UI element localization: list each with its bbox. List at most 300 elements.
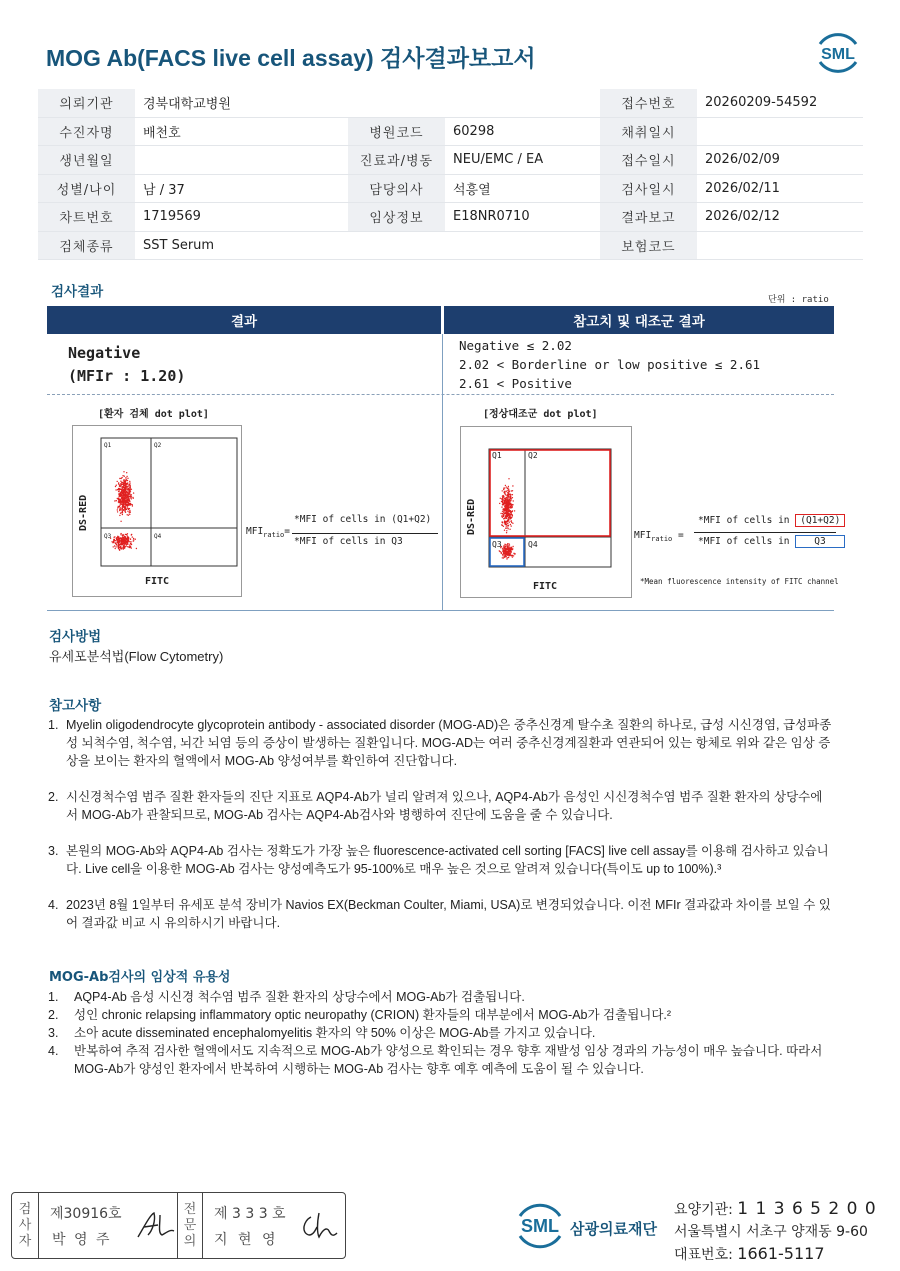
- info-label: 의뢰기관: [38, 89, 135, 117]
- event-dot: [118, 545, 119, 546]
- event-dot: [126, 500, 127, 501]
- event-dot: [509, 505, 510, 506]
- event-dot: [126, 501, 127, 502]
- event-dot: [121, 509, 122, 510]
- event-dot: [132, 505, 133, 506]
- event-dot: [509, 513, 510, 514]
- patient-info-table: [38, 89, 863, 260]
- event-dot: [502, 554, 503, 555]
- event-dot: [502, 522, 503, 523]
- event-dot: [125, 541, 126, 542]
- fraction-line-control: [694, 532, 836, 533]
- event-dot: [511, 513, 512, 514]
- info-label: 성별/나이: [38, 174, 135, 203]
- event-dot: [507, 523, 508, 524]
- event-dot: [125, 537, 126, 538]
- event-dot: [505, 485, 506, 486]
- event-dot: [508, 545, 509, 546]
- event-dot: [504, 518, 505, 519]
- event-dot: [504, 544, 505, 545]
- event-dot: [504, 492, 505, 493]
- event-dot: [506, 551, 507, 552]
- event-dot: [113, 542, 114, 543]
- event-dot: [503, 515, 504, 516]
- event-dot: [121, 548, 122, 549]
- result-value: [68, 342, 185, 388]
- event-dot: [129, 547, 130, 548]
- event-dot: [117, 481, 118, 482]
- info-value: 남 / 37: [135, 174, 348, 203]
- event-dot: [130, 485, 131, 486]
- event-dot: [113, 539, 114, 540]
- event-dot: [508, 507, 509, 508]
- event-dot: [121, 541, 122, 542]
- info-value: 20260209-54592: [697, 89, 863, 117]
- event-dot: [131, 547, 132, 548]
- event-dot: [123, 491, 124, 492]
- event-dot: [504, 530, 505, 531]
- event-dot: [122, 537, 123, 538]
- event-dot: [119, 501, 120, 502]
- info-row: [38, 231, 863, 260]
- event-dot: [507, 488, 508, 489]
- event-dot: [122, 505, 123, 506]
- event-dot: [128, 489, 129, 490]
- event-dot: [507, 520, 508, 521]
- event-dot: [512, 546, 513, 547]
- event-dot: [509, 511, 510, 512]
- event-dot: [508, 551, 509, 552]
- org-name: 삼광의료재단: [570, 1220, 657, 1238]
- event-dot: [508, 515, 509, 516]
- event-dot: [117, 489, 118, 490]
- event-dot: [118, 541, 119, 542]
- event-dot: [115, 486, 116, 487]
- event-dot: [502, 513, 503, 514]
- info-value: 60298: [445, 117, 600, 146]
- event-dot: [508, 478, 509, 479]
- expert-name: 지 현 영: [214, 1232, 279, 1248]
- event-dot: [118, 483, 119, 484]
- event-dot: [130, 491, 131, 492]
- event-dot: [125, 534, 126, 535]
- event-dot: [129, 481, 130, 482]
- event-dot: [121, 490, 122, 491]
- info-value: E18NR0710: [445, 203, 600, 232]
- event-dot: [120, 546, 121, 547]
- event-dot: [135, 539, 136, 540]
- event-dot: [124, 501, 125, 502]
- event-dot: [127, 486, 128, 487]
- event-dot: [515, 553, 516, 554]
- formula-denominator-control: *MFI of cells in Q3: [698, 536, 845, 547]
- event-dot: [505, 509, 506, 510]
- event-dot: [505, 498, 506, 499]
- mfi-label: $MFI_{ratio}=$: [246, 526, 290, 539]
- event-dot: [128, 496, 129, 497]
- ref-borderline: 2.02 < Borderline or low positive ≤ 2.61: [459, 357, 761, 372]
- event-dot: [121, 497, 122, 498]
- info-label: 결과보고: [600, 203, 697, 232]
- event-dot: [113, 546, 114, 547]
- event-dot: [127, 544, 128, 545]
- event-dot: [120, 538, 121, 539]
- note-item: 2. 시신경척수염 범주 질환 환자들의 진단 지표로 AQP4-Ab가 널리 알려져 있으나, AQP4-Ab가 음성인 시신경척수염 범주 질환 환자의 상당수에서 MOG-Ab가 관찰되므로, MOG-Ab 검사는 AQP4-Ab검사와 병행하여 진단에 도움을 줄 수 있습니다.: [48, 790, 823, 822]
- event-dot: [510, 518, 511, 519]
- quadrant-label: Q2: [528, 451, 538, 460]
- event-dot: [129, 541, 130, 542]
- event-dot: [506, 506, 507, 507]
- result-status: Negative: [68, 344, 141, 362]
- event-dot: [115, 548, 116, 549]
- event-dot: [113, 537, 114, 538]
- event-dot: [510, 497, 511, 498]
- divider: [47, 394, 834, 395]
- event-dot: [124, 479, 125, 480]
- event-dot: [501, 501, 502, 502]
- event-dot: [504, 500, 505, 501]
- event-dot: [505, 494, 506, 495]
- results-bottom-border: [47, 610, 834, 611]
- event-dot: [130, 486, 131, 487]
- event-dot: [123, 545, 124, 546]
- event-dot: [504, 510, 505, 511]
- event-dot: [512, 494, 513, 495]
- examiner-license: 제30916호: [50, 1206, 122, 1222]
- mfi-footnote: *Mean fluorescence intensity of FITC channel: [640, 577, 839, 586]
- event-dot: [507, 490, 508, 491]
- event-dot: [508, 547, 509, 548]
- event-dot: [510, 521, 511, 522]
- event-dot: [507, 554, 508, 555]
- event-dot: [507, 497, 508, 498]
- event-dot: [115, 542, 116, 543]
- event-dot: [121, 478, 122, 479]
- event-dot: [125, 480, 126, 481]
- event-dot: [510, 555, 511, 556]
- event-dot: [502, 496, 503, 497]
- event-dot: [118, 501, 119, 502]
- event-dot: [127, 507, 128, 508]
- event-dot: [501, 524, 502, 525]
- event-dot: [504, 501, 505, 502]
- event-dot: [125, 493, 126, 494]
- event-dot: [503, 489, 504, 490]
- event-dot: [119, 550, 120, 551]
- event-dot: [119, 485, 120, 486]
- event-dot: [507, 543, 508, 544]
- examiner-name: 박 영 주: [52, 1232, 112, 1248]
- event-dot: [125, 510, 126, 511]
- event-dot: [126, 472, 127, 473]
- info-value: 2026/02/12: [697, 203, 863, 232]
- notes-list: [48, 716, 833, 950]
- patient-dot-plot: [72, 425, 242, 597]
- event-dot: [503, 545, 504, 546]
- info-value: NEU/EMC / EA: [445, 146, 600, 175]
- event-dot: [117, 542, 118, 543]
- utility-item: 1. AQP4-Ab 음성 시신경 척수염 범주 질환 환자의 상당수에서 MOG-Ab가 검출됩니다.: [48, 990, 525, 1004]
- event-dot: [128, 501, 129, 502]
- event-dot: [502, 490, 503, 491]
- event-dot: [514, 510, 515, 511]
- event-dot: [122, 535, 123, 536]
- info-value: [135, 146, 348, 175]
- info-label: 채취일시: [600, 117, 697, 146]
- event-dot: [504, 487, 505, 488]
- event-dot: [505, 504, 506, 505]
- event-dot: [506, 532, 507, 533]
- event-dot: [506, 530, 507, 531]
- quadrant-label: Q4: [154, 533, 162, 540]
- footer-contact: 요양기관: 1 1 3 6 5 2 0 0 서울특별시 서초구 양재동 9-60 대표번호: 1661-5117: [674, 1199, 877, 1263]
- event-dot: [128, 494, 129, 495]
- event-dot: [505, 521, 506, 522]
- event-dot: [129, 482, 130, 483]
- event-dot: [125, 482, 126, 483]
- event-dot: [126, 476, 127, 477]
- event-dot: [129, 544, 130, 545]
- event-dot: [115, 540, 116, 541]
- event-dot: [114, 500, 115, 501]
- event-dot: [129, 512, 130, 513]
- sml-footer-logo: [512, 1198, 568, 1254]
- event-dot: [507, 550, 508, 551]
- y-axis-label: DS-RED: [78, 494, 89, 531]
- event-dot: [509, 499, 510, 500]
- event-dot: [125, 477, 126, 478]
- event-dot: [125, 485, 126, 486]
- event-dot: [502, 555, 503, 556]
- event-dot: [127, 514, 128, 515]
- event-dot: [503, 508, 504, 509]
- event-dot: [114, 545, 115, 546]
- expert-license: 제 3 3 3 호: [214, 1206, 286, 1222]
- event-dot: [126, 504, 127, 505]
- event-dot: [133, 538, 134, 539]
- event-dot: [508, 496, 509, 497]
- info-row: [38, 146, 863, 175]
- event-dot: [126, 544, 127, 545]
- unit-label: 단위 : ratio: [768, 295, 829, 305]
- event-dot: [123, 495, 124, 496]
- event-dot: [129, 510, 130, 511]
- event-dot: [122, 503, 123, 504]
- event-dot: [506, 501, 507, 502]
- event-dot: [509, 515, 510, 516]
- event-dot: [124, 496, 125, 497]
- event-dot: [513, 500, 514, 501]
- expert-label: 전 문 의: [177, 1193, 203, 1258]
- event-dot: [127, 478, 128, 479]
- event-dot: [122, 486, 123, 487]
- info-label: 검체종류: [38, 231, 135, 260]
- event-dot: [506, 502, 507, 503]
- info-label: 접수일시: [600, 146, 697, 175]
- x-axis-label: FITC: [533, 581, 558, 592]
- event-dot: [507, 506, 508, 507]
- quadrant-label: Q4: [528, 540, 538, 549]
- event-dot: [510, 524, 511, 525]
- event-dot: [508, 491, 509, 492]
- event-dot: [503, 557, 504, 558]
- event-dot: [504, 550, 505, 551]
- event-dot: [129, 504, 130, 505]
- event-dot: [128, 540, 129, 541]
- event-dot: [506, 491, 507, 492]
- event-dot: [120, 493, 121, 494]
- event-dot: [120, 499, 121, 500]
- event-dot: [129, 514, 130, 515]
- event-dot: [126, 509, 127, 510]
- info-row: [38, 203, 863, 232]
- event-dot: [119, 494, 120, 495]
- info-row: [38, 117, 863, 146]
- results-section-title: 검사결과: [51, 284, 104, 300]
- note-item: 3. 본원의 MOG-Ab와 AQP4-Ab 검사는 정확도가 가장 높은 fluorescence-activated cell sorting [FACS] live cell assay를 이용해 검사하고 있습니다. Live cell을 이용한 MOG-Ab 검사는 양성예측도가 95-100%로 매우 높은 것으로 알려져 있습니다(특이도 up to 100%).³: [48, 844, 829, 876]
- event-dot: [509, 544, 510, 545]
- event-dot: [511, 522, 512, 523]
- event-dot: [508, 553, 509, 554]
- quadrant-label: Q3: [492, 540, 502, 549]
- event-dot: [124, 547, 125, 548]
- event-dot: [505, 506, 506, 507]
- event-dot: [133, 492, 134, 493]
- control-plot-title: [정상대조군 dot plot]: [483, 409, 598, 420]
- event-dot: [120, 534, 121, 535]
- mfi-label-control: $MFI_{ratio}$ =: [634, 530, 684, 543]
- info-value: [697, 231, 863, 260]
- ref-positive: 2.61 < Positive: [459, 376, 572, 391]
- info-label: 차트번호: [38, 203, 135, 232]
- event-dot: [507, 510, 508, 511]
- event-dot: [131, 498, 132, 499]
- event-dot: [121, 543, 122, 544]
- info-label: 병원코드: [348, 117, 445, 146]
- utility-item: 3. 소아 acute disseminated encephalomyelitis 환자의 약 50% 이상은 MOG-Ab를 가지고 있습니다.: [48, 1026, 596, 1040]
- event-dot: [113, 540, 114, 541]
- event-dot: [116, 544, 117, 545]
- event-dot: [126, 497, 127, 498]
- info-row: [38, 89, 863, 117]
- event-dot: [126, 484, 127, 485]
- event-dot: [501, 516, 502, 517]
- event-dot: [123, 548, 124, 549]
- event-dot: [117, 498, 118, 499]
- event-dot: [502, 502, 503, 503]
- event-dot: [503, 552, 504, 553]
- event-dot: [506, 518, 507, 519]
- expert-signature: [297, 1207, 341, 1243]
- event-dot: [512, 497, 513, 498]
- formula-denominator: *MFI of cells in Q3: [294, 536, 403, 547]
- control-dot-plot: [460, 426, 632, 598]
- event-dot: [500, 498, 501, 499]
- event-dot: [126, 534, 127, 535]
- event-dot: [513, 555, 514, 556]
- event-dot: [512, 504, 513, 505]
- reference-values: [459, 336, 760, 393]
- event-dot: [508, 525, 509, 526]
- event-dot: [130, 539, 131, 540]
- examiner-label: 검 사 자: [12, 1193, 39, 1258]
- quadrant-label: Q1: [104, 442, 112, 449]
- event-dot: [127, 511, 128, 512]
- event-dot: [500, 513, 501, 514]
- info-value: 1719569: [135, 203, 348, 232]
- event-dot: [122, 509, 123, 510]
- event-dot: [124, 507, 125, 508]
- event-dot: [117, 507, 118, 508]
- event-dot: [128, 515, 129, 516]
- event-dot: [121, 491, 122, 492]
- event-dot: [127, 546, 128, 547]
- event-dot: [512, 485, 513, 486]
- event-dot: [511, 548, 512, 549]
- event-dot: [512, 555, 513, 556]
- event-dot: [117, 540, 118, 541]
- event-dot: [118, 538, 119, 539]
- event-dot: [122, 539, 123, 540]
- event-dot: [502, 548, 503, 549]
- event-dot: [508, 494, 509, 495]
- event-dot: [505, 524, 506, 525]
- report-title: MOG Ab(FACS live cell assay) 검사결과보고서: [46, 45, 536, 71]
- event-dot: [504, 546, 505, 547]
- event-dot: [510, 517, 511, 518]
- info-label: 검사일시: [600, 174, 697, 203]
- event-dot: [508, 518, 509, 519]
- info-value: 배천호: [135, 117, 348, 146]
- event-dot: [127, 535, 128, 536]
- event-dot: [124, 476, 125, 477]
- event-dot: [120, 484, 121, 485]
- info-label: 접수번호: [600, 89, 697, 117]
- method-title: 검사방법: [49, 629, 102, 645]
- method-text: 유세포분석법(Flow Cytometry): [49, 649, 224, 664]
- quadrant-label: Q1: [492, 451, 502, 460]
- event-dot: [123, 543, 124, 544]
- event-dot: [117, 509, 118, 510]
- event-dot: [509, 509, 510, 510]
- info-label: 수진자명: [38, 117, 135, 146]
- event-dot: [118, 547, 119, 548]
- event-dot: [133, 498, 134, 499]
- event-dot: [126, 491, 127, 492]
- event-dot: [120, 503, 121, 504]
- event-dot: [506, 516, 507, 517]
- event-dot: [128, 537, 129, 538]
- event-dot: [128, 499, 129, 500]
- utility-title: MOG-Ab검사의 임상적 유용성: [49, 970, 231, 985]
- event-dot: [120, 533, 121, 534]
- event-dot: [506, 527, 507, 528]
- note-item: 1. Myelin oligodendrocyte glycoprotein antibody - associated disorder (MOG-AD)은 중추신경계 탈수초 질환의 하나로, 급성 시신경염, 급성파종성 뇌척수염, 척수염, 뇌간 뇌염 등의 증상이 발생하는 질환입니다. MOG-AD는 여러 중추신경계질환과 연관되어 있는 항체로 위와 같은 임상 증상을 보이는 환자의 혈액에서 MOG-Ab 양성여부를 확인하여 진단합니다.: [48, 718, 832, 768]
- info-row: [38, 174, 863, 203]
- event-dot: [507, 512, 508, 513]
- info-value: 2026/02/11: [697, 174, 863, 203]
- event-dot: [120, 507, 121, 508]
- info-label: 보험코드: [600, 231, 697, 260]
- sml-logo: [812, 30, 864, 76]
- event-dot: [116, 537, 117, 538]
- event-dot: [115, 489, 116, 490]
- event-dot: [507, 526, 508, 527]
- info-label: 생년월일: [38, 146, 135, 175]
- event-dot: [132, 504, 133, 505]
- event-dot: [501, 552, 502, 553]
- quadrant-label: Q3: [104, 533, 112, 540]
